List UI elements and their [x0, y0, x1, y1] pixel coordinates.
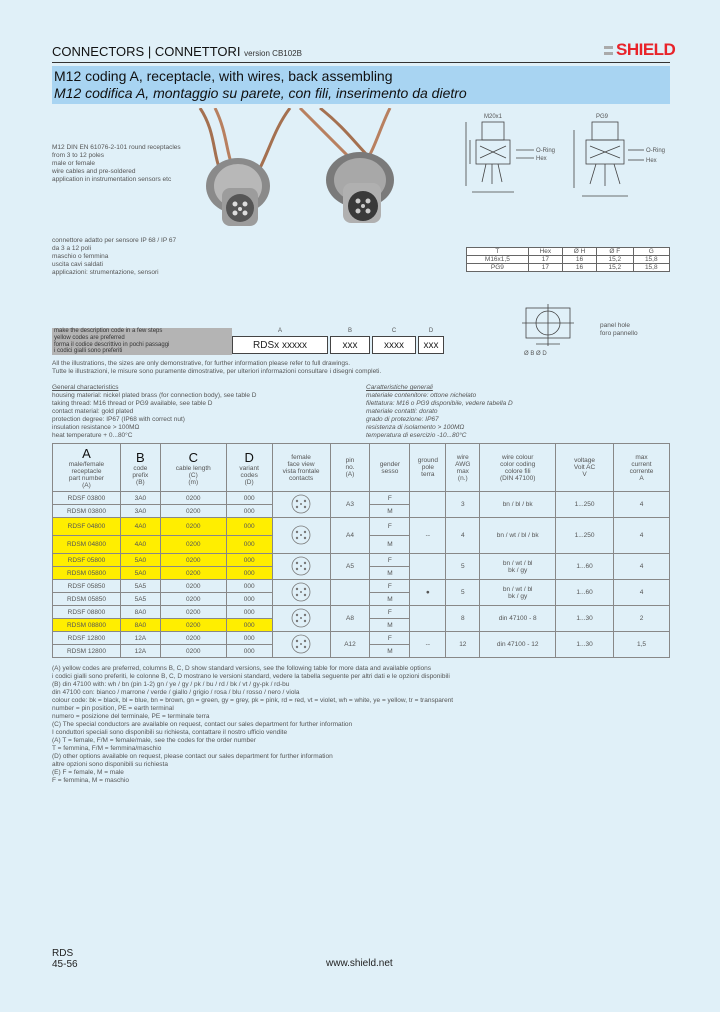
cell-a: RDSF 05850	[53, 580, 121, 593]
cell-g: M	[370, 536, 410, 554]
cell-d: 000	[226, 632, 272, 645]
cell-g: M	[370, 505, 410, 518]
cell-c: 0200	[160, 492, 226, 505]
cell-f: A8	[330, 606, 370, 632]
panel-hole-label: panel hole foro pannello	[600, 322, 638, 337]
header-rule	[52, 62, 670, 63]
order-code-instructions: make the description code in a few steps yellow codes are preferred forma il codice descrittivo in pochi passaggi i codici gialli sono preferiti	[52, 328, 232, 355]
svg-text:M20x1: M20x1	[484, 114, 503, 120]
cell-i: 12	[446, 632, 480, 658]
contact-face-view	[272, 606, 330, 632]
cell-c: 0200	[160, 619, 226, 632]
cell-b: 12A	[120, 645, 160, 658]
cell-i: 5	[446, 554, 480, 580]
technical-drawing	[462, 110, 674, 225]
cell-d: 000	[226, 492, 272, 505]
cell-j: bn / bl / bk	[480, 492, 556, 518]
code-cell-d: xxx	[418, 336, 444, 354]
cell-l: 1,5	[614, 632, 670, 658]
cell-h: --	[410, 518, 446, 554]
cell-j: din 47100 - 12	[480, 632, 556, 658]
cell-k: 1...60	[556, 580, 614, 606]
cell-b: 5A0	[120, 567, 160, 580]
cell-a: RDSM 03800	[53, 505, 121, 518]
page-header	[52, 44, 302, 59]
cell-a: RDSF 08800	[53, 606, 121, 619]
cell-c: 0200	[160, 593, 226, 606]
cell-a: RDSM 05800	[53, 567, 121, 580]
cell-l: 4	[614, 518, 670, 554]
notes-top: All the illustrations, the sizes are only demonstrative, for further information please refer to full drawings. Tutte le illustrazioni, le misure sono puramente dimostrative, per ulteriori informazioni consultare i disegni completi.	[52, 360, 382, 375]
cell-f	[330, 580, 370, 606]
cell-b: 3A0	[120, 505, 160, 518]
cell-j: bn / wt / bl bk / gy	[480, 554, 556, 580]
cell-d: 000	[226, 536, 272, 554]
cell-a: RDSM 05850	[53, 593, 121, 606]
contact-face-view	[272, 580, 330, 606]
cell-d: 000	[226, 518, 272, 536]
table-row	[53, 554, 670, 567]
cell-d: 000	[226, 619, 272, 632]
pin-layout-icon	[290, 581, 312, 603]
cell-c: 0200	[160, 505, 226, 518]
table-row	[53, 518, 670, 536]
cell-d: 000	[226, 567, 272, 580]
cell-g: F	[370, 554, 410, 567]
table-row	[53, 492, 670, 505]
cell-l: 4	[614, 580, 670, 606]
cell-d: 000	[226, 580, 272, 593]
cell-a: RDSF 12800	[53, 632, 121, 645]
cell-c: 0200	[160, 567, 226, 580]
cell-b: 12A	[120, 632, 160, 645]
code-cell-b: xxx	[330, 336, 370, 354]
order-code-box: make the description code in a few steps yellow codes are preferred forma il codice descrittivo in pochi passaggi i codici gialli sono preferiti A B C D RDSx xxxxx xxx xxxx xxx	[52, 328, 442, 355]
cell-g: F	[370, 606, 410, 619]
logo-mark-icon	[604, 46, 613, 55]
cell-j: bn / wt / bl / bk	[480, 518, 556, 554]
pin-layout-icon	[290, 555, 312, 577]
title-italian: M12 codifica A, montaggio su parete, con fili, inserimento da dietro	[54, 85, 467, 101]
intro-text: M12 DIN EN 61076-2-101 round receptacles from 3 to 12 poles male or female wire cables and pre-soldered application in instrumentation sensors etc	[52, 144, 181, 183]
header-version: version CB102B	[244, 49, 302, 58]
cell-c: 0200	[160, 645, 226, 658]
table-row	[53, 580, 670, 593]
cell-k: 1...250	[556, 518, 614, 554]
svg-text:Hex: Hex	[536, 156, 547, 162]
footer-url[interactable]: www.shield.net	[326, 958, 393, 969]
cell-i: 8	[446, 606, 480, 632]
title-english: M12 coding A, receptacle, with wires, back assembling	[54, 68, 393, 84]
cell-h: --	[410, 632, 446, 658]
cell-k: 1...30	[556, 606, 614, 632]
svg-text:O-Ring: O-Ring	[646, 148, 666, 154]
cell-d: 000	[226, 505, 272, 518]
product-photo	[180, 108, 470, 230]
cell-f: A5	[330, 554, 370, 580]
cell-g: F	[370, 580, 410, 593]
cell-g: M	[370, 567, 410, 580]
cell-c: 0200	[160, 536, 226, 554]
header-title: CONNECTORS | CONNETTORI	[52, 44, 241, 59]
cell-f: A12	[330, 632, 370, 658]
cell-l: 2	[614, 606, 670, 632]
cell-d: 000	[226, 554, 272, 567]
cell-b: 5A5	[120, 580, 160, 593]
cell-l: 4	[614, 492, 670, 518]
cell-h	[410, 606, 446, 632]
cell-k: 1...250	[556, 492, 614, 518]
cell-g: F	[370, 492, 410, 505]
table-row	[53, 632, 670, 645]
cell-k: 1...30	[556, 632, 614, 658]
cell-d: 000	[226, 606, 272, 619]
cell-b: 4A0	[120, 536, 160, 554]
cell-a: RDSM 08800	[53, 619, 121, 632]
specs-english: General characteristics housing material: nickel plated brass (for connection body), see table D taking thread: M16 thread or PG9 available, see table D contact material: gold plated protection degree: IP67 (IP68 with correct nut) insulation resistance > 100MΩ heat temperature + 0...80°C	[52, 384, 257, 439]
cell-c: 0200	[160, 606, 226, 619]
shield-logo: SHIELD	[604, 40, 675, 60]
cell-c: 0200	[160, 580, 226, 593]
cell-i: 3	[446, 492, 480, 518]
cell-b: 8A0	[120, 619, 160, 632]
cell-g: F	[370, 518, 410, 536]
contact-face-view	[272, 518, 330, 554]
cell-l: 4	[614, 554, 670, 580]
contact-face-view	[272, 632, 330, 658]
cell-i: 5	[446, 580, 480, 606]
cell-c: 0200	[160, 554, 226, 567]
cell-h	[410, 492, 446, 518]
cell-c: 0200	[160, 632, 226, 645]
cell-j: bn / wt / bl bk / gy	[480, 580, 556, 606]
specs-intro: connettore adatto per sensore IP 68 / IP 67 da 3 a 12 poli maschio o femmina uscita cavi saldati applicazioni: strumentazione, sensori	[52, 237, 177, 276]
footer-left: RDS 45-56	[52, 948, 78, 970]
cell-b: 5A0	[120, 554, 160, 567]
cell-j: din 47100 - 8	[480, 606, 556, 632]
cell-a: RDSM 04800	[53, 536, 121, 554]
table-row	[53, 606, 670, 619]
svg-text:O-Ring: O-Ring	[536, 148, 556, 154]
code-cell-a: RDSx xxxxx	[232, 336, 328, 354]
cell-f: A3	[330, 492, 370, 518]
cell-g: M	[370, 645, 410, 658]
cell-h: ●	[410, 580, 446, 606]
cell-b: 3A0	[120, 492, 160, 505]
cell-g: M	[370, 593, 410, 606]
cell-g: M	[370, 619, 410, 632]
cell-d: 000	[226, 593, 272, 606]
main-product-table: A male/female receptacle part number (A) B code prefix (B) C cable length (C) (m) D variant codes (D) female face view vista frontale contacts pin no. (A) gender sesso ground pole terra wire AWG max (n.) wire colour color coding colore fili (DIN 47100) voltage Volt AC V max current corrente A RDSF 03800 3A0 0200 000 A3 F 3 bn / bl / bk 1...250 4 RDSM 03800 3A0 0200 000 M RDSF 04800 4A0 0200 000 A4 F -- 4 bn / wt / bl / bk 1...250 4 RDSM 04800 4A0 0200 000 M RDSF 05800 5A0 0200 000 A5 F 5 bn / wt / bl bk / gy 1...60 4 RDSM 05800 5A0 0200 000 M RDSF 05850 5A5 0200 000 F ● 5 bn / wt / bl bk / gy 1...60 4 RDSM 05850 5A5 0200 000 M RDSF 08800 8A0 0200 000 A8 F 8 din 47100 - 8 1...30 2 RDSM 08800 8A0 0200 000 M RDSF 12800 12A 0200 000 A12 F -- 12 din 47100 - 12 1...30 1,5 RDSM 12800 12A 0200 000 M	[52, 443, 670, 658]
svg-text:PG9: PG9	[596, 114, 609, 120]
svg-text:Hex: Hex	[646, 158, 657, 164]
cell-g: F	[370, 632, 410, 645]
cell-k: 1...60	[556, 554, 614, 580]
cell-b: 5A5	[120, 593, 160, 606]
pin-layout-icon	[290, 633, 312, 655]
cell-d: 000	[226, 645, 272, 658]
contact-face-view	[272, 492, 330, 518]
cell-c: 0200	[160, 518, 226, 536]
cell-a: RDSF 05800	[53, 554, 121, 567]
cell-a: RDSF 04800	[53, 518, 121, 536]
cell-i: 4	[446, 518, 480, 554]
title-bar	[52, 66, 670, 104]
svg-text:Ø B Ø D: Ø B Ø D	[524, 351, 547, 357]
specs-italian: Caratteristiche generali materiale contenitore: ottone nichelato filettatura: M16 o PG9 disponibile, vedere tabella D materiale contatti: dorato grado di protezione: IP67 resistenza di isolamento > 100MΩ temperatura di esercizio -10...80°C	[366, 384, 513, 439]
pin-layout-icon	[290, 524, 312, 546]
cell-a: RDSF 03800	[53, 492, 121, 505]
cell-f: A4	[330, 518, 370, 554]
cell-a: RDSM 12800	[53, 645, 121, 658]
cell-b: 4A0	[120, 518, 160, 536]
cell-b: 8A0	[120, 606, 160, 619]
pin-layout-icon	[290, 607, 312, 629]
notes-bottom: (A) yellow codes are preferred, columns B, C, D show standard versions, see the following table for more data and available options i codici gialli sono preferiti, le colonne B, C, D mostrano le versioni standard, vedere la tabella seguente per altri dati e le opzioni disponibili (B) din 47100 with: wh / bn (pin 1-2) gn / ye / gy / pk / bu / rd / bk / vt / gy-pk / rd-bu din 47100 con: bianco / marrone / verde / giallo / grigio / rosa / blu / rosso / nero / viola colour code: bk = black, bl = blue, bn = brown, gn = green, gy = grey, pk = pink, rd = red, vt = violet, wh = white, ye = yellow, tr = transparent number = pin position, PE = earth terminal numero = posizione del terminale, PE = terminale terra (C) The special conductors are available on request, contact our sales department for further information I conduttori speciali sono disponibili su richiesta, contattare il nostro ufficio vendite (A) T = female, F/M = female/male, see the codes for the order number T = femmina, F/M = femmina/maschio (D) other options available on request, please contact our sales department for further information altre opzioni sono disponibili su richiesta (E) F = female, M = male F = femmina, M = maschio	[52, 665, 454, 784]
dimension-table: T Hex Ø H Ø F G M16x1,5 17 16 15,2 15,8 PG9 17 16 15,2 15,8	[466, 247, 670, 272]
code-cell-c: xxxx	[372, 336, 416, 354]
pin-layout-icon	[290, 493, 312, 515]
cell-h	[410, 554, 446, 580]
contact-face-view	[272, 554, 330, 580]
